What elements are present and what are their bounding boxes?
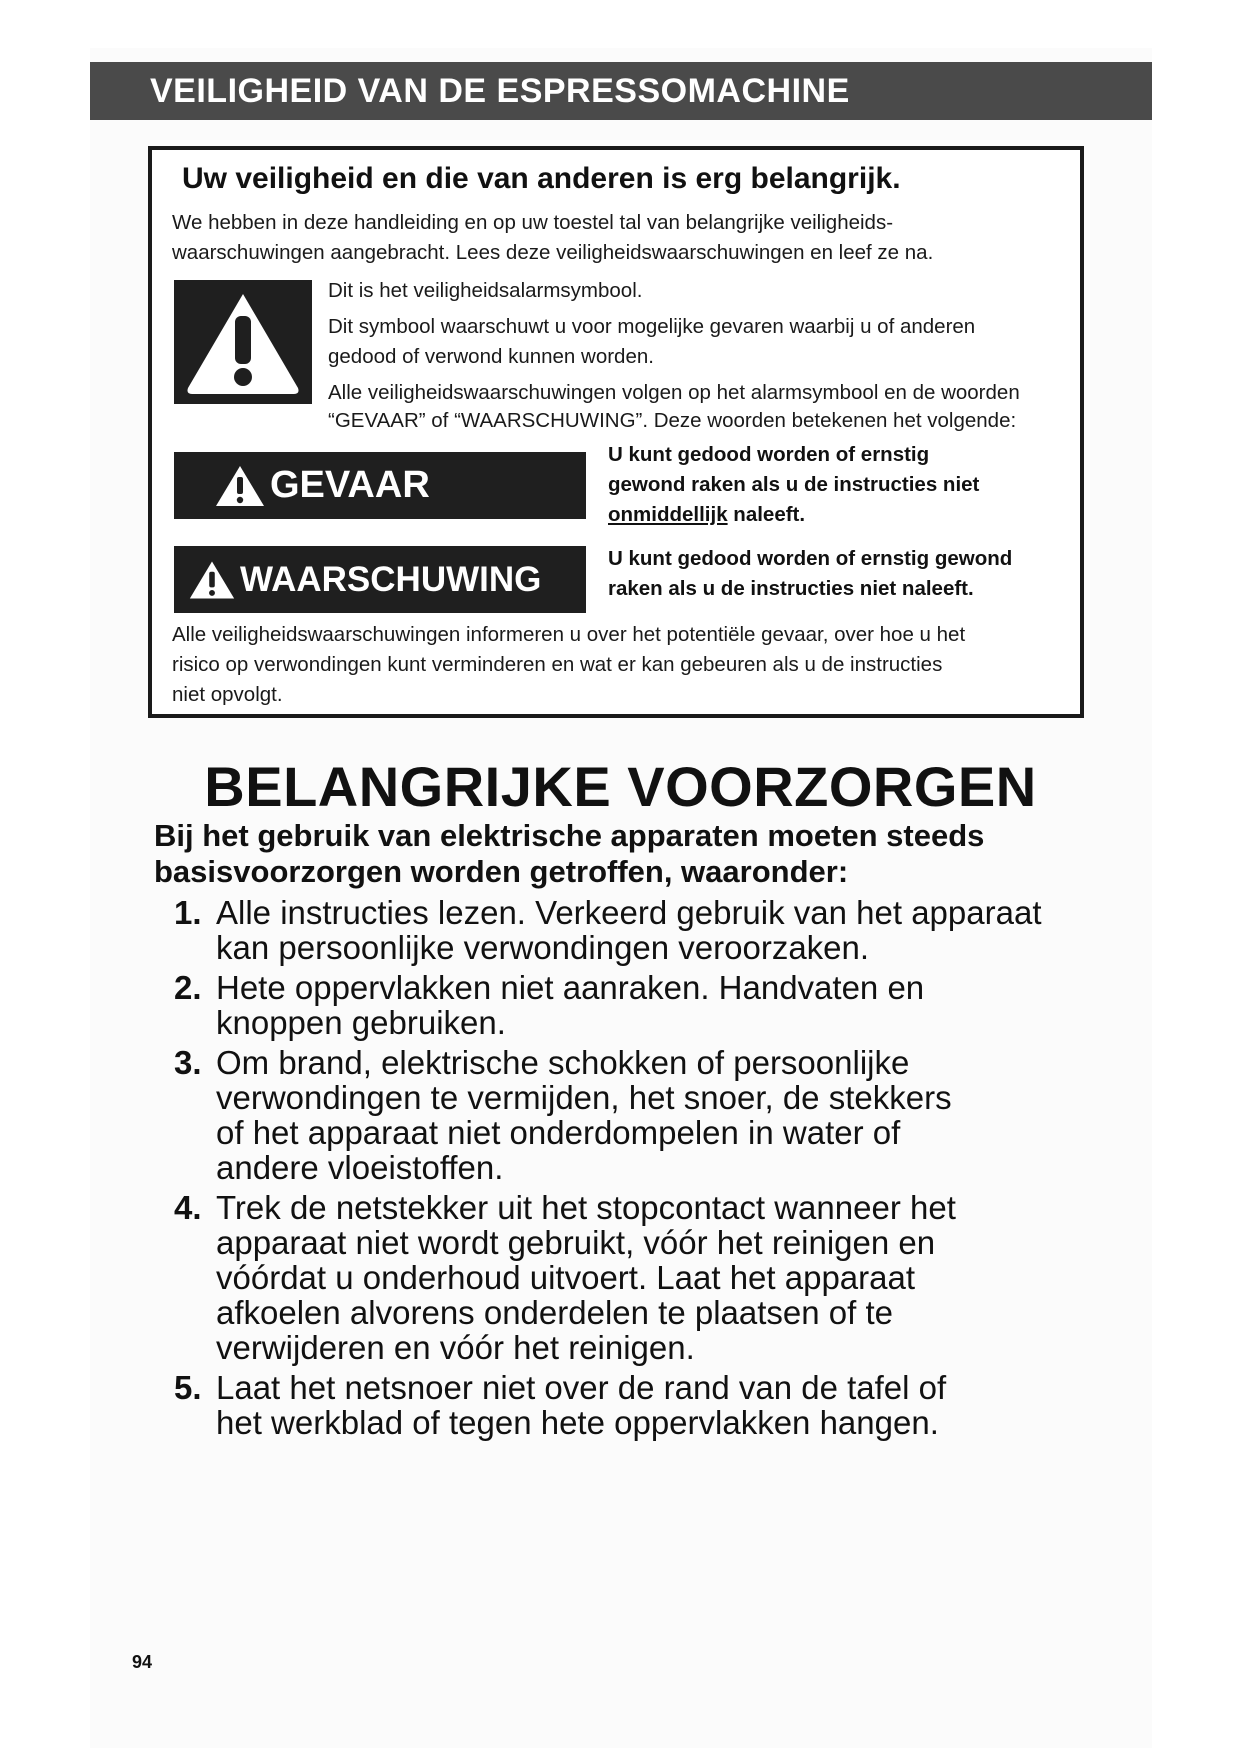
symbol-text-line: “GEVAAR” of “WAARSCHUWING”. Deze woorden betekenen het volgende:: [328, 409, 1017, 432]
list-item-number: 5.: [174, 1369, 202, 1406]
list-item-line: of het apparaat niet onderdompelen in water of: [216, 1114, 901, 1151]
list-item: [174, 895, 1041, 965]
warning-desc-line: U kunt gedood worden of ernstig gewond: [608, 547, 1013, 570]
danger-desc-line: [608, 500, 805, 530]
list-item-line: Hete oppervlakken niet aanraken. Handvaten en: [216, 969, 925, 1006]
page-number: 94: [132, 1652, 153, 1672]
list-item-line: kan persoonlijke verwondingen veroorzaken.: [216, 929, 870, 966]
safety-box-title: Uw veiligheid en die van anderen is erg belangrijk.: [182, 162, 901, 195]
list-item-number: 1.: [174, 894, 202, 931]
precautions-intro: [154, 818, 984, 890]
list-item-line: vóórdat u onderhoud uitvoert. Laat het apparaat: [216, 1259, 916, 1296]
symbol-text-line: gedood of verwond kunnen worden.: [328, 345, 654, 368]
symbol-text-line: Dit symbool waarschuwt u voor mogelijke gevaren waarbij u of anderen: [328, 315, 976, 338]
list-item-line: apparaat niet wordt gebruikt, vóór het reinigen en: [216, 1224, 936, 1261]
danger-desc-end: naleeft.: [727, 503, 806, 526]
intro-line: We hebben in deze handleiding en op uw toestel tal van belangrijke veiligheids-: [172, 211, 894, 234]
danger-desc-line: U kunt gedood worden of ernstig: [608, 443, 930, 466]
intro-line: basisvoorzorgen worden getroffen, waaronder:: [154, 854, 849, 889]
list-item-line: Om brand, elektrische schokken of persoonlijke: [216, 1044, 910, 1081]
list-item-number: 3.: [174, 1044, 202, 1081]
danger-desc-emphasis: onmiddellijk: [608, 503, 728, 526]
section-header: [90, 62, 1152, 120]
intro-line: Bij het gebruik van elektrische apparaten moeten steeds: [154, 818, 985, 853]
precautions-list: [174, 895, 1041, 1445]
list-item-line: knoppen gebruiken.: [216, 1004, 506, 1041]
safety-alert-symbol-icon: [174, 280, 312, 404]
intro-line: waarschuwingen aangebracht. Lees deze veiligheidswaarschuwingen en leef ze na.: [172, 241, 934, 264]
warning-triangle-icon: [214, 464, 266, 508]
list-item-line: verwondingen te vermijden, het snoer, de stekkers: [216, 1079, 952, 1116]
list-item: [174, 1190, 1041, 1365]
warning-signal-label: [174, 546, 586, 613]
warning-triangle-icon: [188, 559, 236, 601]
footer-line: risico op verwondingen kunt verminderen en wat er kan gebeuren als u de instructies: [172, 653, 943, 676]
warning-desc-line: raken als u de instructies niet naleeft.: [608, 577, 974, 600]
list-item-line: het werkblad of tegen hete oppervlakken hangen.: [216, 1404, 939, 1441]
warning-triangle-icon: [174, 280, 312, 404]
list-item-number: 2.: [174, 969, 202, 1006]
list-item-line: Laat het netsnoer niet over de rand van de tafel of: [216, 1369, 947, 1406]
danger-label-text: GEVAAR: [270, 464, 430, 506]
section-title: VEILIGHEID VAN DE ESPRESSOMACHINE: [150, 72, 850, 110]
list-item: [174, 1370, 1041, 1440]
danger-desc-line: gewond raken als u de instructies niet: [608, 473, 980, 496]
list-item-line: andere vloeistoffen.: [216, 1149, 504, 1186]
list-item: [174, 970, 1041, 1040]
symbol-text-line: Dit is het veiligheidsalarmsymbool.: [328, 279, 643, 302]
list-item-line: verwijderen en vóór het reinigen.: [216, 1329, 695, 1366]
list-item-number: 4.: [174, 1189, 202, 1226]
footer-line: niet opvolgt.: [172, 683, 283, 706]
precautions-title: BELANGRIJKE VOORZORGEN: [204, 755, 1037, 818]
warning-label-text: WAARSCHUWING: [240, 559, 542, 599]
list-item-line: Trek de netstekker uit het stopcontact wanneer het: [216, 1189, 956, 1226]
list-item: [174, 1045, 1041, 1185]
footer-line: Alle veiligheidswaarschuwingen informeren u over het potentiële gevaar, over hoe u het: [172, 623, 966, 646]
list-item-line: afkoelen alvorens onderdelen te plaatsen of te: [216, 1294, 893, 1331]
list-item-line: Alle instructies lezen. Verkeerd gebruik van het apparaat: [216, 894, 1042, 931]
danger-signal-label: [174, 452, 586, 519]
symbol-text-line: Alle veiligheidswaarschuwingen volgen op het alarmsymbool en de woorden: [328, 381, 1020, 404]
safety-notice-box: [148, 146, 1084, 718]
